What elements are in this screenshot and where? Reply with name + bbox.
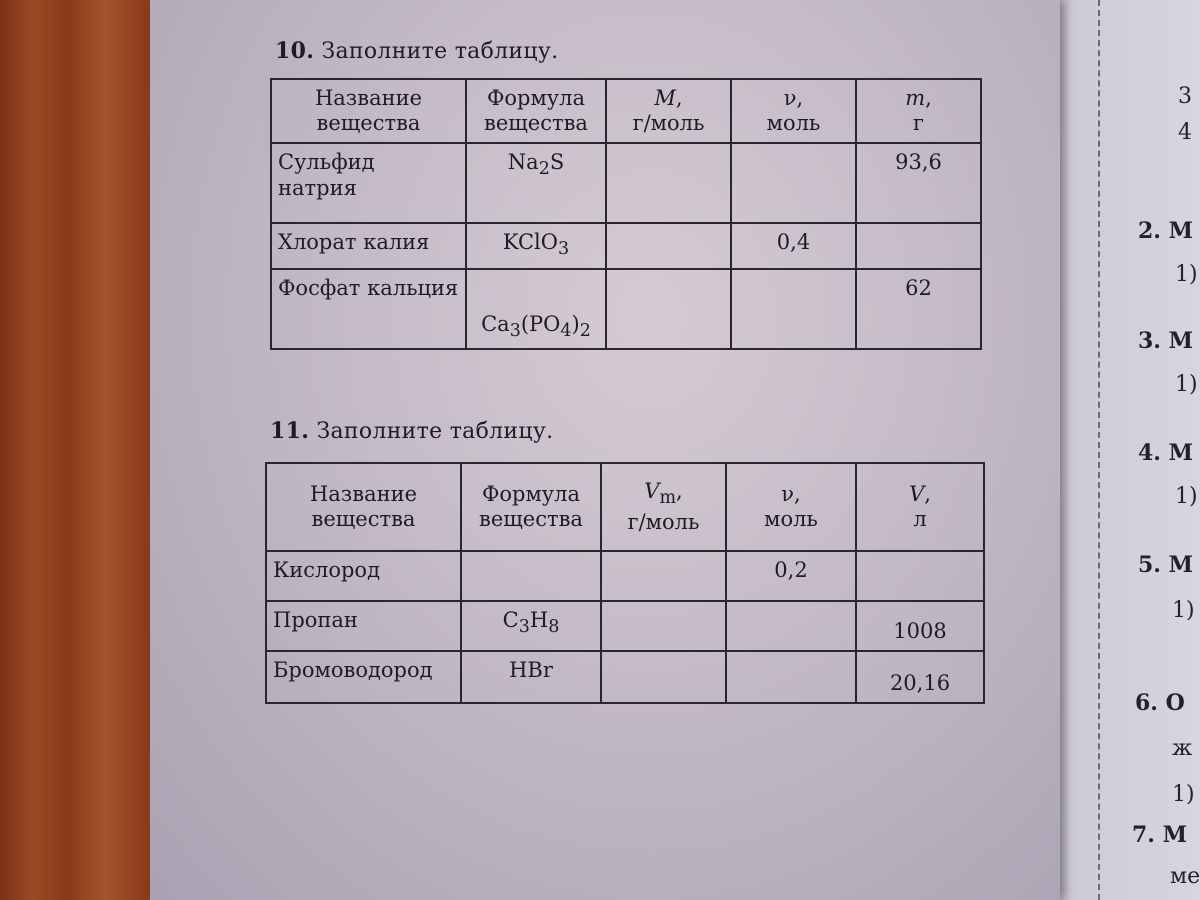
amount-symbol: ν — [781, 481, 795, 506]
mass-cell[interactable]: 93,6 — [856, 143, 981, 223]
amount-cell[interactable] — [731, 143, 856, 223]
volume-cell[interactable] — [856, 551, 984, 601]
table-row — [266, 551, 984, 601]
header-amount: ν, моль — [731, 79, 856, 143]
substance-formula: KClO$_3$ — [466, 223, 606, 269]
substance-name: Пропан — [266, 601, 461, 651]
side-fragment: 3 — [1178, 84, 1192, 109]
volume-unit: л — [913, 507, 927, 531]
task11-number: 11. — [270, 418, 310, 444]
molar-volume-cell[interactable] — [601, 551, 726, 601]
task11-header-row — [266, 463, 984, 551]
molar-mass-cell[interactable] — [606, 269, 731, 349]
volume-cell[interactable]: 1008 — [856, 601, 984, 651]
mass-cell[interactable]: 62 — [856, 269, 981, 349]
side-fragment: 2. М — [1138, 218, 1193, 244]
substance-formula[interactable] — [461, 551, 601, 601]
mass-unit: г — [912, 111, 924, 136]
molar-mass-cell[interactable] — [606, 143, 731, 223]
side-fragment: 4 — [1178, 120, 1192, 145]
table-row — [271, 143, 981, 223]
header-molar-mass: M, г/моль — [606, 79, 731, 143]
header-molar-volume: $V_m$, г/моль — [601, 463, 726, 551]
molar-mass-unit: г/моль — [632, 111, 705, 136]
side-fragment: 1) — [1175, 484, 1198, 509]
task10-header-row — [271, 79, 981, 143]
side-fragment: ме — [1170, 864, 1200, 889]
substance-formula: $Ca_3(PO_4)_2$ — [466, 269, 606, 349]
cut-line — [1098, 0, 1100, 900]
side-fragment: 7. М — [1132, 822, 1187, 848]
substance-formula: $Na_2S$ — [466, 143, 606, 223]
amount-symbol: ν — [783, 86, 797, 110]
header-name: Название вещества — [271, 79, 466, 143]
side-fragment: 6. О — [1135, 690, 1185, 716]
task10-heading — [275, 38, 558, 64]
molar-mass-cell[interactable] — [606, 223, 731, 269]
substance-name: Бромоводород — [266, 651, 461, 703]
header-name: Название вещества — [266, 463, 461, 551]
table-row — [271, 269, 981, 349]
substance-name: Хлорат калия — [271, 223, 466, 269]
side-fragment: 1) — [1175, 262, 1198, 287]
table-row — [266, 651, 984, 703]
molar-volume-subscript: m — [659, 488, 677, 509]
amount-unit: моль — [766, 111, 821, 136]
molar-volume-unit: г/моль — [627, 509, 700, 534]
substance-formula: HBr — [461, 651, 601, 703]
mass-cell[interactable] — [856, 223, 981, 269]
task11-table — [265, 462, 985, 704]
amount-cell[interactable]: 0,4 — [731, 223, 856, 269]
header-formula: Формула вещества — [461, 463, 601, 551]
molar-mass-symbol: M — [654, 86, 676, 110]
substance-name: Сульфид натрия — [271, 143, 466, 223]
side-fragment: 4. М — [1138, 440, 1193, 466]
substance-name: Кислород — [266, 551, 461, 601]
side-fragment: 5. М — [1138, 552, 1193, 578]
table-row — [266, 601, 984, 651]
side-fragment: 1) — [1172, 782, 1195, 807]
amount-cell[interactable] — [726, 601, 856, 651]
task10-table — [270, 78, 982, 350]
amount-unit: моль — [764, 507, 818, 531]
volume-cell[interactable]: 20,16 — [856, 651, 984, 703]
substance-name: Фосфат кальция — [271, 269, 466, 349]
table-row — [271, 223, 981, 269]
molar-volume-cell[interactable] — [601, 601, 726, 651]
header-volume: V, л — [856, 463, 984, 551]
header-formula: Формула вещества — [466, 79, 606, 143]
mass-symbol: m — [905, 86, 926, 110]
volume-symbol: V — [909, 481, 925, 506]
task10-title: Заполните таблицу. — [321, 39, 559, 64]
side-fragment: 3. М — [1138, 328, 1193, 354]
amount-cell[interactable] — [731, 269, 856, 349]
molar-volume-cell[interactable] — [601, 651, 726, 703]
header-mass: m, г — [856, 79, 981, 143]
task11-title: Заполните таблицу. — [316, 419, 554, 444]
molar-volume-symbol: V — [644, 479, 660, 504]
amount-cell[interactable]: 0,2 — [726, 551, 856, 601]
task11-heading — [270, 418, 553, 444]
task10-number: 10. — [275, 38, 315, 64]
side-fragment: ж — [1172, 736, 1193, 761]
substance-formula: $C_3H_8$ — [461, 601, 601, 651]
amount-cell[interactable] — [726, 651, 856, 703]
header-amount: ν, моль — [726, 463, 856, 551]
side-fragment: 1) — [1172, 598, 1195, 623]
side-fragment: 1) — [1175, 372, 1198, 397]
